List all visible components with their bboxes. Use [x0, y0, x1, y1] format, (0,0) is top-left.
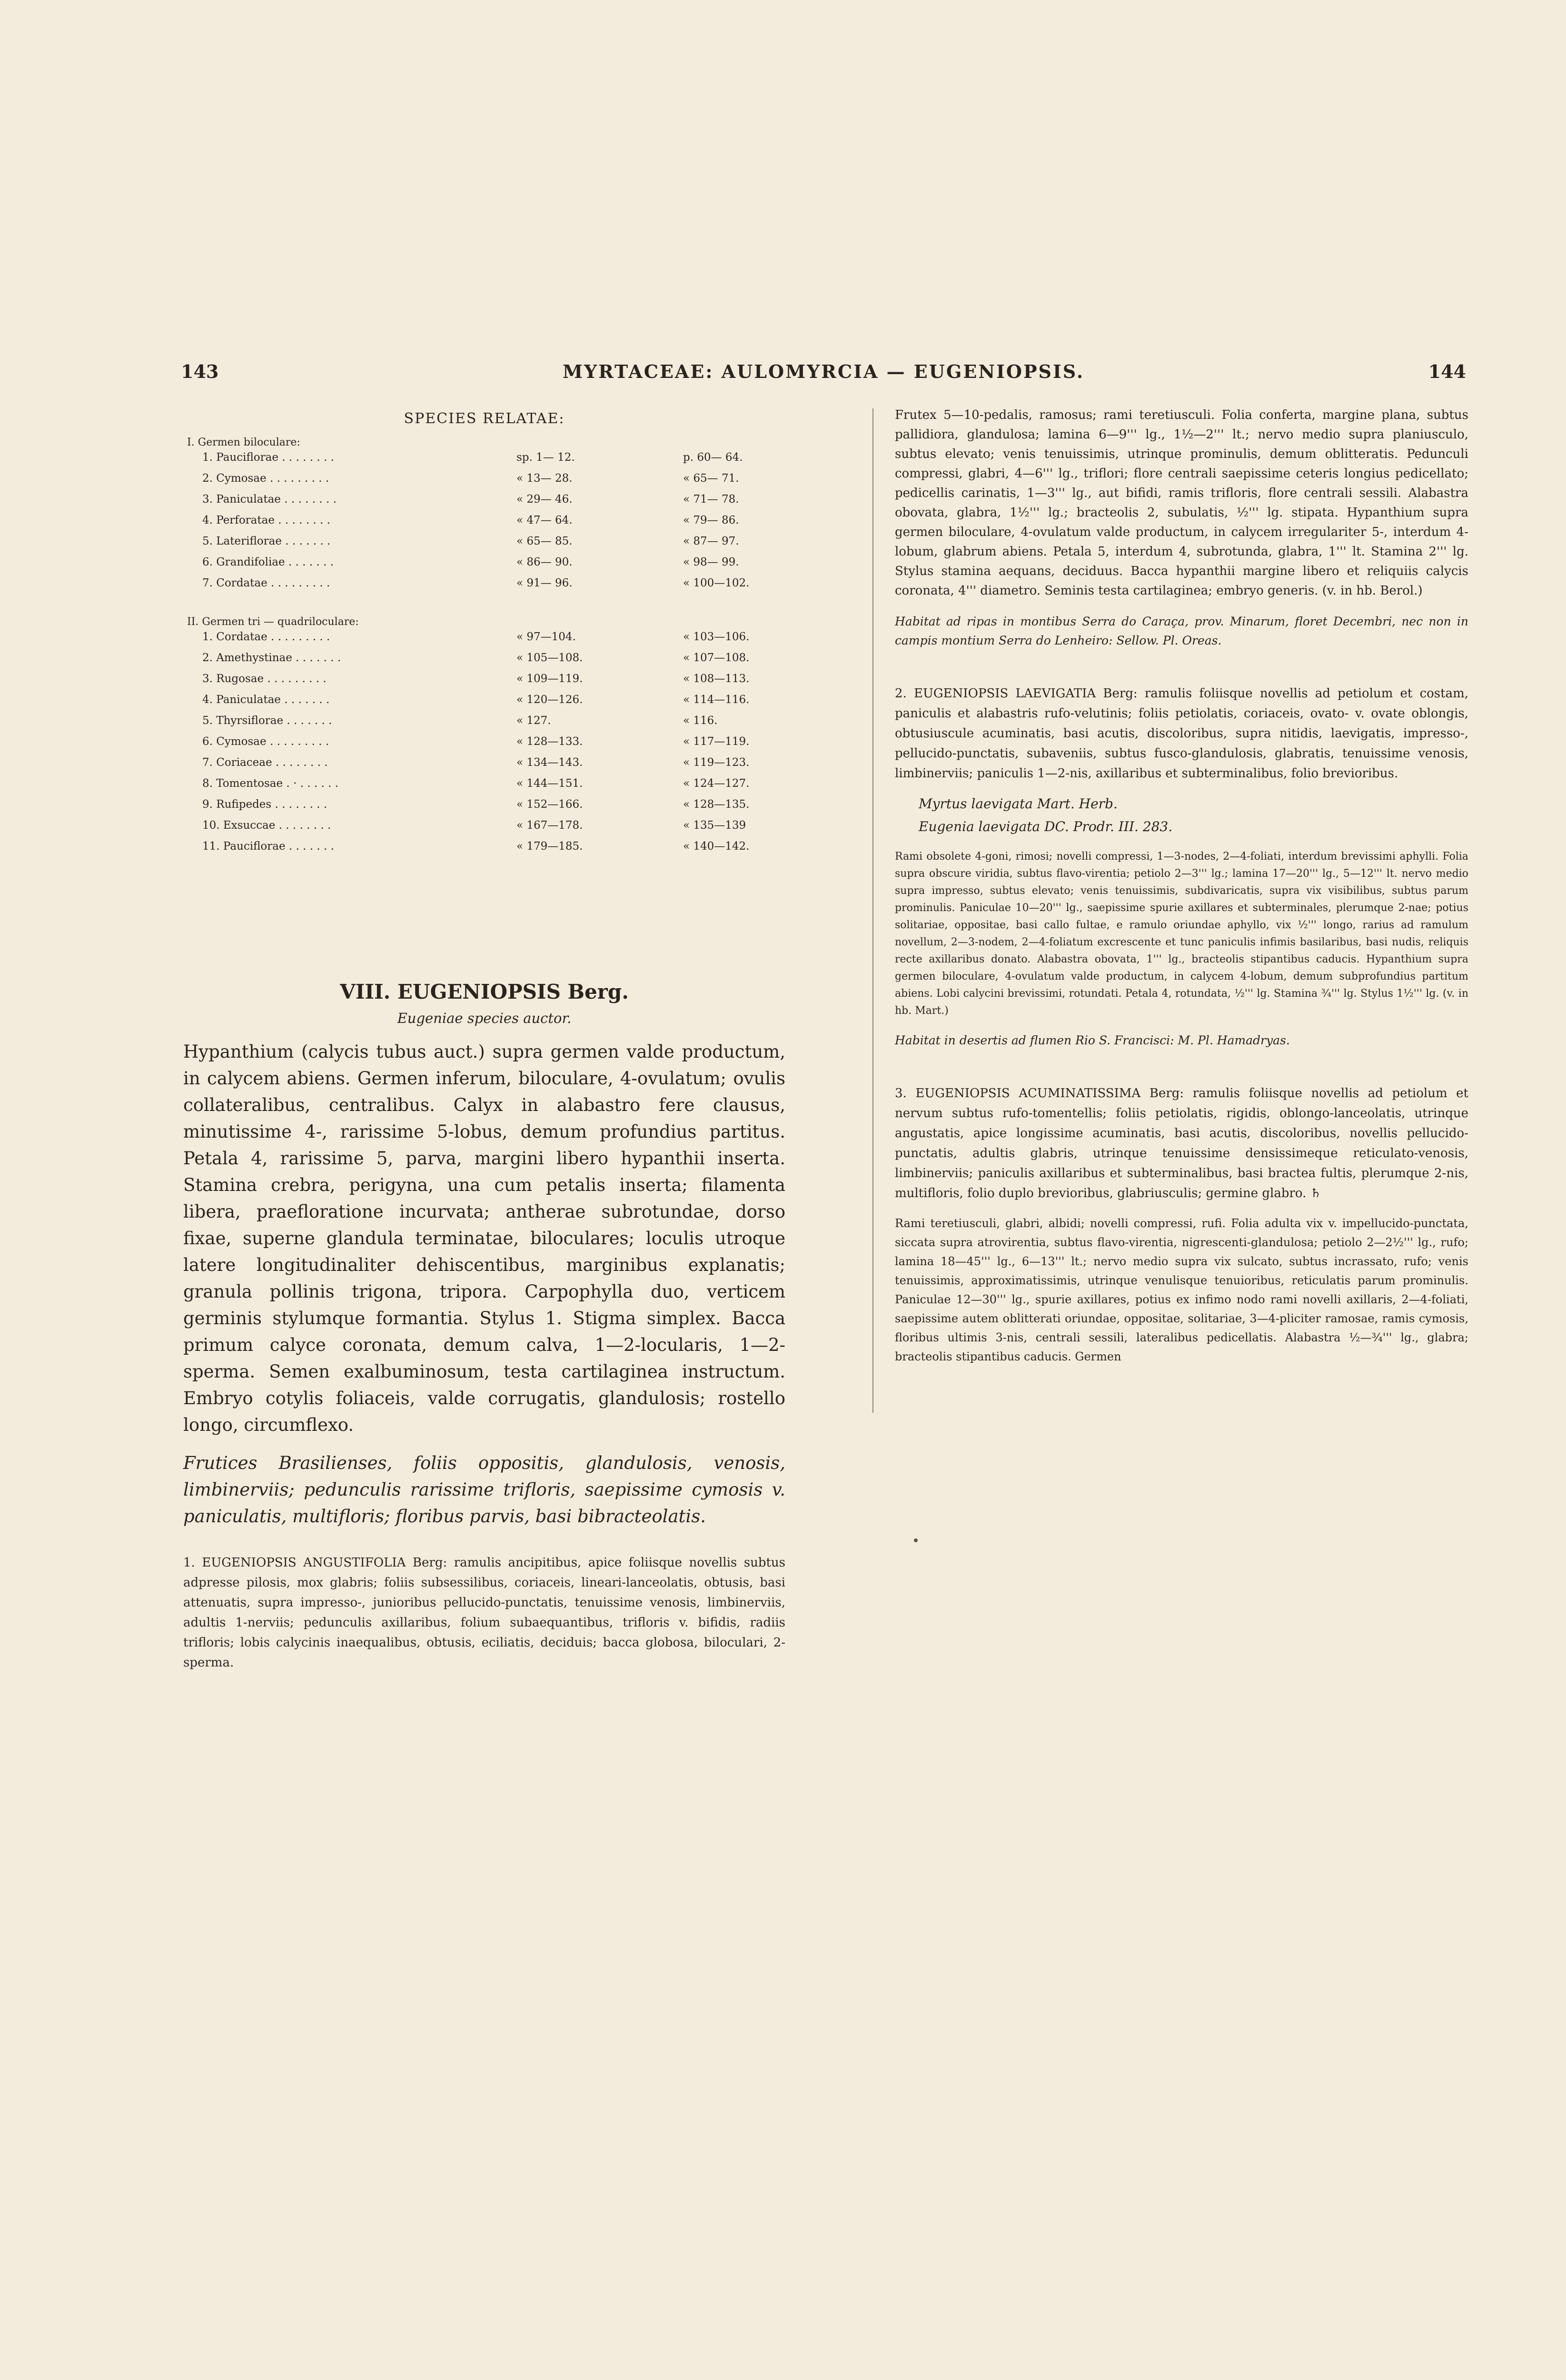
- species-range: « 134—143.: [516, 756, 583, 769]
- section-name: 7. Coriaceae . . . . . . . .: [202, 756, 328, 769]
- table-gap: [183, 598, 785, 611]
- species-range: « 128—133.: [516, 735, 583, 748]
- species-range: « 97—104.: [516, 631, 576, 643]
- species-range: « 65— 85.: [516, 535, 573, 547]
- species-group-heading: I. Germen biloculare:: [187, 436, 300, 448]
- genus-description: Hypanthium (calycis tubus auct.) supra germen valde productum, in calycem abiens. Germen inferum, biloculare, 4-ovulatum; ovulis collateralibus, centralibus. Calyx in alabastro fere clausus, minutissime 4-, rarissime 5-lobus, demum profundius partitus. Petala 4, rarissime 5, parva, margini libero hypanthii inserta. Stamina crebra, perigyna, una cum petalis inserta; filamenta libera, praefloratione incurvata; antherae subrotundae, dorso fixae, superne glandula terminatae, biloculares; loculis utroque latere longitudinaliter dehiscentibus, marginibus explanatis; granula pollinis trigona, tripora. Carpophylla duo, verticem germinis stylumque formantia. Stylus 1. Stigma simplex. Bacca primum calyce coronata, demum calva, 1—2-locularis, 1—2-sperma. Semen exalbuminosum, testa cartilaginea instructum. Embryo cotylis foliaceis, valde corrugatis, glandulosis; rostello longo, circumflexo.: [183, 1041, 785, 1435]
- table-row: [183, 798, 785, 819]
- page-range: « 71— 78.: [683, 493, 739, 506]
- column-divider: [872, 408, 873, 1413]
- section-name: 3. Rugosae . . . . . . . . .: [202, 673, 327, 685]
- section-name: 7. Cordatae . . . . . . . . .: [202, 577, 330, 589]
- table-row: [183, 472, 785, 493]
- page-range: « 107—108.: [683, 652, 750, 664]
- species-relatae-table: [183, 436, 785, 861]
- page-range: « 100—102.: [683, 577, 750, 589]
- page-range: « 119—123.: [683, 756, 750, 769]
- species-range: « 127.: [516, 714, 551, 727]
- genus-title: VIII. EUGENIOPSIS Berg.: [340, 980, 629, 1003]
- page-range: « 124—127.: [683, 777, 750, 790]
- species-1-habitat: Habitat ad ripas in montibus Serra do Caraça, prov. Minarum, floret Decembri, nec non in campis montium Serra do Lenheiro: Sellow. Pl. Oreas.: [895, 615, 1468, 647]
- species-range: « 105—108.: [516, 652, 583, 664]
- section-name: 2. Cymosae . . . . . . . . .: [202, 472, 329, 485]
- species-2-habitat: Habitat in desertis ad flumen Rio S. Francisci: M. Pl. Hamadryas.: [895, 1033, 1290, 1047]
- page-range: « 108—113.: [683, 673, 750, 685]
- species-1-diagnosis: 1. EUGENIOPSIS ANGUSTIFOLIA Berg: ramulis ancipitibus, apice foliisque novellis subtus adpresse pilosis, mox glabris; foliis subsessilibus, coriaceis, lineari-lanceolatis, obtusis, basi attenuatis, supra impresso-, junioribus pellucido-punctatis, tenuissime venosis, limbinerviis, adultis 1-nerviis; pedunculis axillaribus, folium subaequantibus, trifloris v. bifidis, radiis trifloris; lobis calycinis inaequalibus, obtusis, eciliatis, deciduis; bacca globosa, biloculari, 2-sperma.: [183, 1556, 785, 1670]
- table-row: [183, 756, 785, 777]
- table-row: [183, 577, 785, 598]
- table-row: [183, 714, 785, 735]
- table-row: [183, 514, 785, 535]
- table-row: [183, 694, 785, 714]
- section-name: 2. Amethystinae . . . . . . .: [202, 652, 341, 664]
- running-header: [181, 361, 1466, 389]
- section-name: 10. Exsuccae . . . . . . . .: [202, 819, 331, 832]
- page-number-left: 143: [181, 361, 219, 382]
- section-name: 11. Pauciflorae . . . . . . .: [202, 840, 334, 853]
- section-name: 1. Cordatae . . . . . . . . .: [202, 631, 330, 643]
- page-range: « 87— 97.: [683, 535, 739, 547]
- page-range: « 79— 86.: [683, 514, 739, 526]
- species-range: « 91— 96.: [516, 577, 573, 589]
- species-relatae-title: SPECIES RELATAE:: [404, 410, 565, 427]
- section-name: 1. Pauciflorae . . . . . . . .: [202, 451, 334, 464]
- species-range: « 179—185.: [516, 840, 583, 853]
- page-range: « 116.: [683, 714, 718, 727]
- table-row: [183, 556, 785, 577]
- species-2-synonym-2: Eugenia laevigata DC. Prodr. III. 283.: [919, 819, 1173, 834]
- species-range: « 120—126.: [516, 694, 583, 706]
- section-name: 6. Cymosae . . . . . . . . .: [202, 735, 329, 748]
- page-range: « 117—119.: [683, 735, 750, 748]
- left-column: [183, 400, 785, 1673]
- section-name: 4. Paniculatae . . . . . . .: [202, 694, 330, 706]
- species-2-diagnosis: 2. EUGENIOPSIS LAEVIGATIA Berg: ramulis foliisque novellis ad petiolum et costam, paniculis et alabastris rufo-velutinis; foliis petiolatis, coriaceis, ovato- v. ovate oblongis, obtusiuscule acuminatis, basi acutis, discoloribus, supra nitidis, laevigatis, impresso-, pellucido-punctatis, subaveniis, subtus fusco-glandulosis, glabratis, tenuissime venosis, limbinerviis; paniculis 1—2-nis, axillaribus et subterminalibus, folio brevioribus.: [895, 686, 1468, 781]
- species-3-description: Rami teretiusculi, glabri, albidi; novelli compressi, rufi. Folia adulta vix v. impellucido-punctata, siccata supra atrovirentia, subtus flavo-virentia, nigrescenti-glandulosa; petiolo 2—2½''' lg., rufo; lamina 18—45''' lg., 6—13''' lt.; nervo medio supra vix sulcato, subtus incrassato, rufo; venis tenuissimis, approximatissimis, utrinque venulisque tenuioribus, reticulatis parum prominulis. Paniculae 12—30''' lg., spurie axillares, potius ex infimo nodo rami novelli axillaris, 2—4-foliati, saepissime autem oblitterati oriundae, oppositae, solitariae, 3—4-pliciter ramosae, ramis cymosis, floribus ultimis 3-nis, centrali sessili, lateralibus pedicellatis. Alabastra ½—¾''' lg., glabra; bracteolis stipantibus caducis. Germen: [895, 1217, 1468, 1363]
- page-number-right: 144: [1428, 361, 1466, 382]
- table-row: [183, 451, 785, 472]
- species-range: « 109—119.: [516, 673, 583, 685]
- species-group-heading: II. Germen tri — quadriloculare:: [187, 616, 359, 628]
- page-range: « 140—142.: [683, 840, 750, 853]
- section-name: 8. Tomentosae . · . . . . . .: [202, 777, 339, 790]
- page-range: « 103—106.: [683, 631, 750, 643]
- species-range: « 167—178.: [516, 819, 583, 832]
- section-name: 5. Thyrsiflorae . . . . . . .: [202, 714, 332, 727]
- species-range: « 29— 46.: [516, 493, 573, 506]
- section-name: 6. Grandifoliae . . . . . . .: [202, 556, 334, 568]
- page-range: « 135—139: [683, 819, 746, 832]
- species-2-synonym-1: Myrtus laevigata Mart. Herb.: [919, 796, 1118, 812]
- page-range: « 128—135.: [683, 798, 750, 811]
- table-row: [183, 631, 785, 652]
- species-2-description: Rami obsolete 4-goni, rimosi; novelli compressi, 1—3-nodes, 2—4-foliati, interdum brevissimi aphylli. Folia supra obscure viridia, subtus flavo-virentia; petiolo 2—3''' lg.; lamina 17—20''' lg., 5—12''' lt. nervo medio supra impresso, subtus elevato; venis tenuissimis, subdivaricatis, supra vix visibilibus, subtus parum prominulis. Paniculae 10—20''' lg., saepissime spurie axillares et subterminales, plerumque 2-nae; potius solitariae, oppositae, basi callo fultae, e ramulo oriundae aphyllo, vix ½''' longo, rarius ad ramulum novellum, 2—3-nodem, 2—4-foliatum excrescente et tunc paniculis infimis basilaribus, basi nudis, reliquis recte axillaribus donato. Alabastra obovata, 1''' lg., bracteolis stipantibus caducis. Hypanthium supra germen biloculare, 4-ovulatum valde productum, in calycem 4-lobum, demum subprofundius partitum abiens. Lobi calycini brevissimi, rotundati. Petala 4, rotundata, ½''' lg. Stamina ¾''' lg. Stylus 1½''' lg. (v. in hb. Mart.): [895, 851, 1468, 1017]
- table-row: [183, 673, 785, 694]
- genus-subtitle: Eugeniae species auctor.: [397, 1010, 572, 1026]
- right-column: [895, 406, 1468, 1366]
- species-range: « 13— 28.: [516, 472, 573, 485]
- table-row: [183, 652, 785, 673]
- table-row: [183, 777, 785, 798]
- ink-speck: [914, 1538, 918, 1542]
- species-3-diagnosis: 3. EUGENIOPSIS ACUMINATISSIMA Berg: ramulis foliisque novellis ad petiolum et nervum subtus rufo-tomentellis; foliis petiolatis, rigidis, oblongo-lanceolatis, utrinque angustatis, apice longissime acuminatis, basi acutis, discoloribus, novellis pellucido-punctatis, adultis glabris, utrinque tenuissime densissimeque reticulato-venosis, limbinerviis; paniculis axillaribus et subterminalibus, basi bractea fultis, plerumque 2-nis, multifloris, folio duplo brevioribus, glabriusculis; germine glabro. ♄: [895, 1086, 1468, 1200]
- table-row: [183, 735, 785, 756]
- section-name: 3. Paniculatae . . . . . . . .: [202, 493, 337, 506]
- section-name: 5. Lateriflorae . . . . . . .: [202, 535, 331, 547]
- table-row: [183, 840, 785, 861]
- table-row: [183, 493, 785, 514]
- page-range: p. 60— 64.: [683, 451, 743, 464]
- species-range: « 47— 64.: [516, 514, 573, 526]
- genus-habitus: Frutices Brasilienses, foliis oppositis, glandulosis, venosis, limbinerviis; pedunculis rarissime trifloris, saepissime cymosis v. paniculatis, multifloris; floribus parvis, basi bibracteolatis.: [183, 1453, 785, 1527]
- species-range: « 86— 90.: [516, 556, 573, 568]
- table-row: [183, 819, 785, 840]
- section-name: 9. Rufipedes . . . . . . . .: [202, 798, 327, 811]
- table-row: [183, 535, 785, 556]
- species-range: « 152—166.: [516, 798, 583, 811]
- page-range: « 114—116.: [683, 694, 750, 706]
- species-range: sp. 1— 12.: [516, 451, 575, 464]
- species-range: « 144—151.: [516, 777, 583, 790]
- page-range: « 65— 71.: [683, 472, 739, 485]
- species-1-description: Frutex 5—10-pedalis, ramosus; rami teretiusculi. Folia conferta, margine plana, subtus pallidiora, glandulosa; lamina 6—9''' lg., 1½—2''' lt.; nervo medio supra planiusculo, subtus elevato; venis tenuissimis, utrinque prominulis, demum oblitteratis. Pedunculi compressi, glabri, 4—6''' lg., triflori; flore centrali saepissime ceteris longius pedicellato; pedicellis carinatis, 1—3''' lg., aut bifidi, ramis trifloris, flore centrali sessili. Alabastra obovata, glabra, 1½''' lg.; bracteolis 2, subulatis, ½''' lg. stipata. Hypanthium supra germen biloculare, 4-ovulatum valde productum, in calycem irregulariter 5-, interdum 4-lobum, glabrum abiens. Petala 5, interdum 4, subrotunda, glabra, 1''' lt. Stamina 2''' lg. Stylus stamina aequans, deciduus. Bacca hypanthii margine libero et reliquiis calycis coronata, 4''' diametro. Seminis testa cartilaginea; embryo generis. (v. in hb. Berol.): [895, 408, 1468, 598]
- section-name: 4. Perforatae . . . . . . . .: [202, 514, 330, 526]
- page-range: « 98— 99.: [683, 556, 739, 568]
- running-title: MYRTACEAE: AULOMYRCIA — EUGENIOPSIS.: [562, 361, 1085, 382]
